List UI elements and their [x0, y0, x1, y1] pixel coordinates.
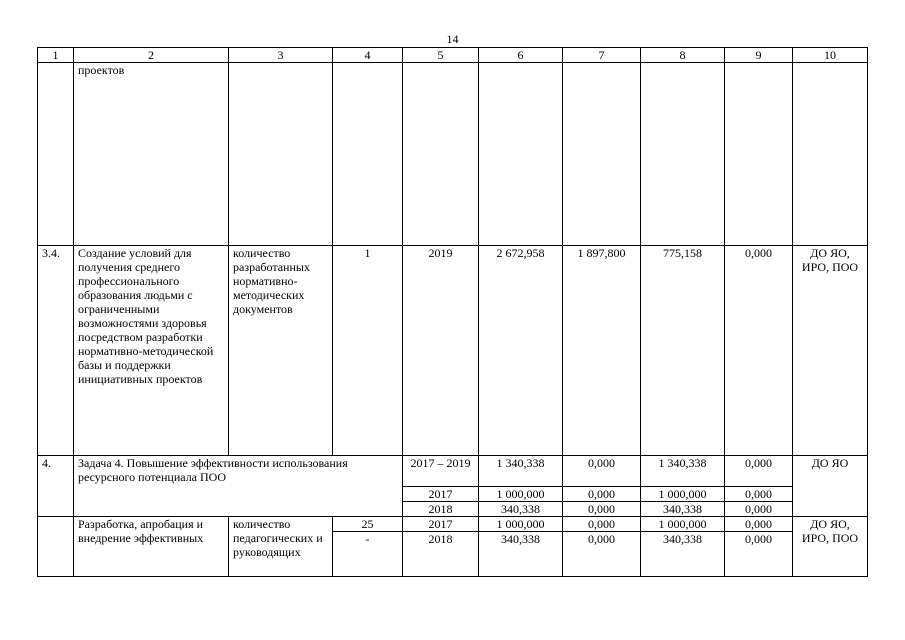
federal-cell: 0,000	[563, 532, 641, 577]
year-cell: 2018	[403, 502, 479, 517]
table-row-4-1	[38, 517, 868, 532]
table-cell	[403, 63, 479, 246]
header-cell: 2	[74, 48, 229, 63]
table-cell	[563, 63, 641, 246]
table-cell	[38, 63, 74, 246]
measure-cell: Создание условий для получения среднего профессионального образования людьми с ограниченными возможностями здоровья посредством разработки нормативно-методической базы и поддержки инициативных проектов	[74, 246, 229, 456]
header-cell: 5	[403, 48, 479, 63]
table-cell	[333, 63, 403, 246]
total-cell: 2 672,958	[479, 246, 563, 456]
table-cell	[479, 63, 563, 246]
table-cell	[229, 63, 333, 246]
other-cell: 0,000	[725, 502, 793, 517]
header-cell: 7	[563, 48, 641, 63]
federal-cell: 0,000	[563, 502, 641, 517]
federal-cell: 0,000	[563, 456, 641, 487]
measure-cell: проектов	[74, 63, 229, 246]
header-cell: 8	[641, 48, 725, 63]
total-cell: 340,338	[479, 502, 563, 517]
indicator-cell: количество разработанных нормативно-методических документов	[229, 246, 333, 456]
regional-cell: 775,158	[641, 246, 725, 456]
total-cell: 1 340,338	[479, 456, 563, 487]
header-cell: 6	[479, 48, 563, 63]
total-cell: 1 000,000	[479, 517, 563, 532]
total-cell: 1 000,000	[479, 487, 563, 502]
other-cell: 0,000	[725, 532, 793, 577]
table-row-4	[38, 456, 868, 487]
table-cell	[725, 63, 793, 246]
other-cell: 0,000	[725, 456, 793, 487]
regional-cell: 1 000,000	[641, 517, 725, 532]
header-cell: 4	[333, 48, 403, 63]
year-cell: 2017 – 2019	[403, 456, 479, 487]
table-row-3-4	[38, 246, 868, 456]
total-cell: 340,338	[479, 532, 563, 577]
year-cell: 2018	[403, 532, 479, 577]
regional-cell: 340,338	[641, 532, 725, 577]
indicator-value: 25	[333, 517, 403, 532]
header-cell: 10	[793, 48, 868, 63]
header-cell: 3	[229, 48, 333, 63]
year-cell: 2019	[403, 246, 479, 456]
indicator-value: -	[333, 532, 403, 577]
year-cell: 2017	[403, 517, 479, 532]
header-cell: 9	[725, 48, 793, 63]
page-number: 14	[446, 32, 459, 46]
indicator-value: 1	[333, 246, 403, 456]
header-row	[38, 48, 868, 63]
regional-cell: 1 000,000	[641, 487, 725, 502]
executor-cell: ДО ЯО	[793, 456, 868, 517]
table-row-continued	[38, 63, 868, 246]
federal-cell: 1 897,800	[563, 246, 641, 456]
other-cell: 0,000	[725, 246, 793, 456]
indicator-cell: количество педагогических и руководящих	[229, 517, 333, 577]
executor-cell: ДО ЯО, ИРО, ПОО	[793, 246, 868, 456]
table-cell	[641, 63, 725, 246]
other-cell: 0,000	[725, 517, 793, 532]
measure-cell: Разработка, апробация и внедрение эффективных	[74, 517, 229, 577]
executor-cell: ДО ЯО, ИРО, ПОО	[793, 517, 868, 577]
federal-cell: 0,000	[563, 517, 641, 532]
regional-cell: 1 340,338	[641, 456, 725, 487]
year-cell: 2017	[403, 487, 479, 502]
regional-cell: 340,338	[641, 502, 725, 517]
row-number: 4.	[38, 456, 74, 517]
other-cell: 0,000	[725, 487, 793, 502]
row-number	[38, 517, 74, 577]
program-table	[37, 47, 868, 577]
header-cell: 1	[38, 48, 74, 63]
table-cell	[793, 63, 868, 246]
federal-cell: 0,000	[563, 487, 641, 502]
task-cell: Задача 4. Повышение эффективности использования ресурсного потенциала ПОО	[74, 456, 403, 517]
row-number: 3.4.	[38, 246, 74, 456]
